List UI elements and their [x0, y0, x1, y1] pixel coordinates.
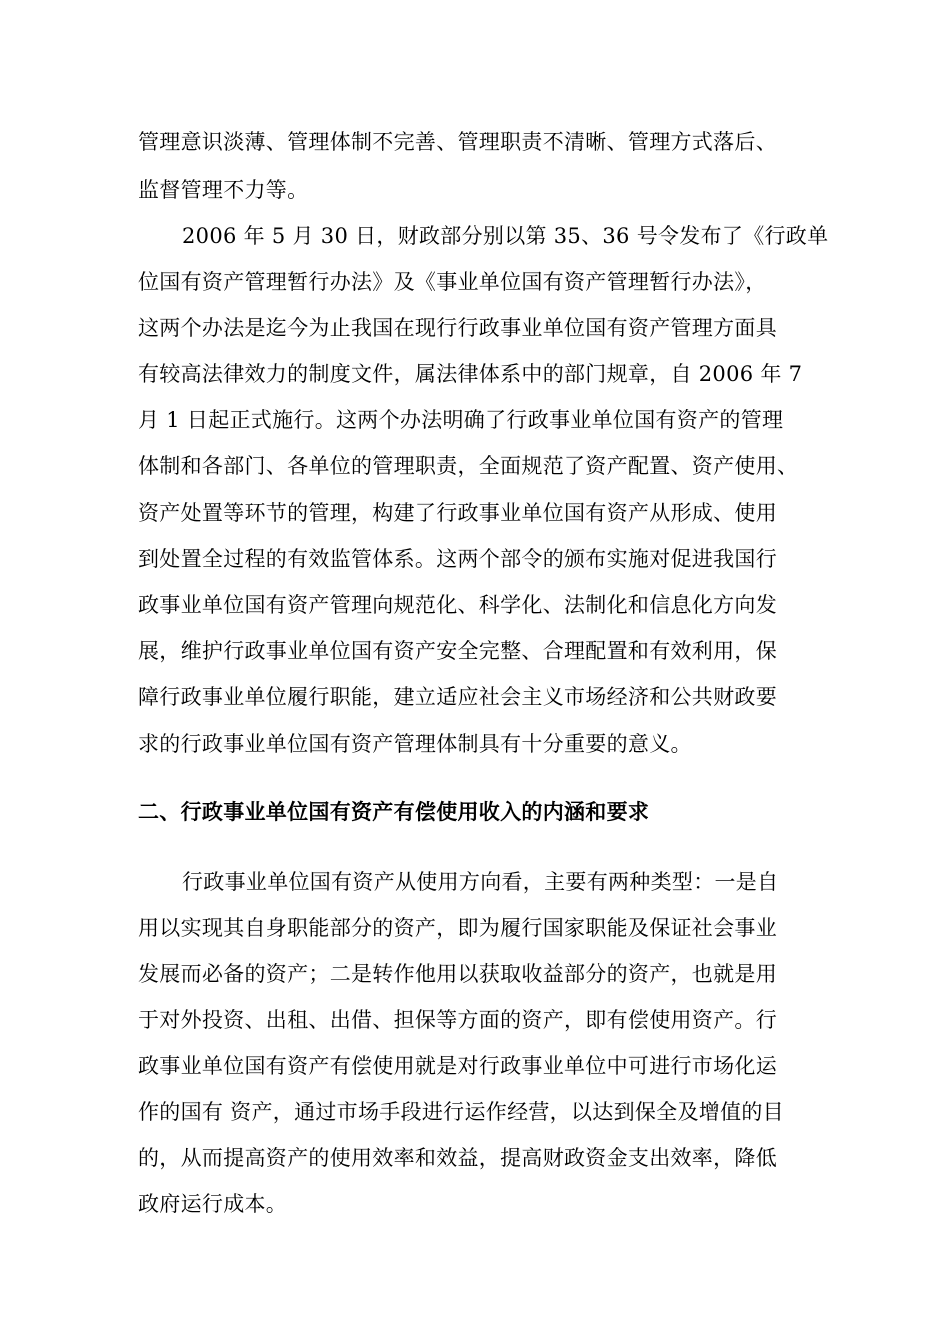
paragraph-line: 2006 年 5 月 30 日，财政部分别以第 35、36 号令发布了《行政单 [182, 224, 829, 248]
paragraph-line: 月 1 日起正式施行。这两个办法明确了行政事业单位国有资产的管理 [138, 408, 784, 432]
paragraph-line: 求的行政事业单位国有资产管理体制具有十分重要的意义。 [138, 732, 692, 756]
paragraph-line: 政府运行成本。 [138, 1192, 288, 1216]
paragraph-line: 于对外投资、出租、出借、担保等方面的资产，即有偿使用资产。行 [138, 1008, 777, 1032]
paragraph-line: 位国有资产管理暂行办法》及《事业单位国有资产管理暂行办法》， [138, 270, 767, 294]
paragraph-line: 这两个办法是迄今为止我国在现行行政事业单位国有资产管理方面具 [138, 316, 777, 340]
paragraph-line: 展，维护行政事业单位国有资产安全完整、合理配置和有效利用，保 [138, 639, 777, 663]
paragraph-line: 发展而必备的资产；二是转作他用以获取收益部分的资产，也就是用 [138, 962, 777, 986]
paragraph-line: 用以实现其自身职能部分的资产，即为履行国家职能及保证社会事业 [138, 916, 777, 940]
paragraph-line: 障行政事业单位履行职能，建立适应社会主义市场经济和公共财政要 [138, 685, 777, 709]
paragraph-line: 政事业单位国有资产管理向规范化、科学化、法制化和信息化方向发 [138, 593, 777, 617]
paragraph-line: 有较高法律效力的制度文件，属法律体系中的部门规章，自 2006 年 7 [138, 362, 803, 386]
paragraph-line: 管理意识淡薄、管理体制不完善、管理职责不清晰、管理方式落后、 [138, 130, 777, 154]
paragraph-line: 资产处置等环节的管理，构建了行政事业单位国有资产从形成、使用 [138, 501, 777, 525]
paragraph-line: 到处置全过程的有效监管体系。这两个部令的颁布实施对促进我国行 [138, 547, 777, 571]
paragraph-line: 作的国有 资产，通过市场手段进行运作经营，以达到保全及增值的目 [138, 1100, 784, 1124]
paragraph-line: 政事业单位国有资产有偿使用就是对行政事业单位中可进行市场化运 [138, 1054, 777, 1078]
paragraph-line: 行政事业单位国有资产从使用方向看，主要有两种类型：一是自 [182, 870, 779, 894]
paragraph-line: 体制和各部门、各单位的管理职责，全面规范了资产配置、资产使用、 [138, 454, 799, 478]
section-heading: 二、行政事业单位国有资产有偿使用收入的内涵和要求 [138, 800, 650, 824]
paragraph-line: 监督管理不力等。 [138, 178, 309, 202]
paragraph-line: 的，从而提高资产的使用效率和效益，提高财政资金支出效率，降低 [138, 1146, 777, 1170]
